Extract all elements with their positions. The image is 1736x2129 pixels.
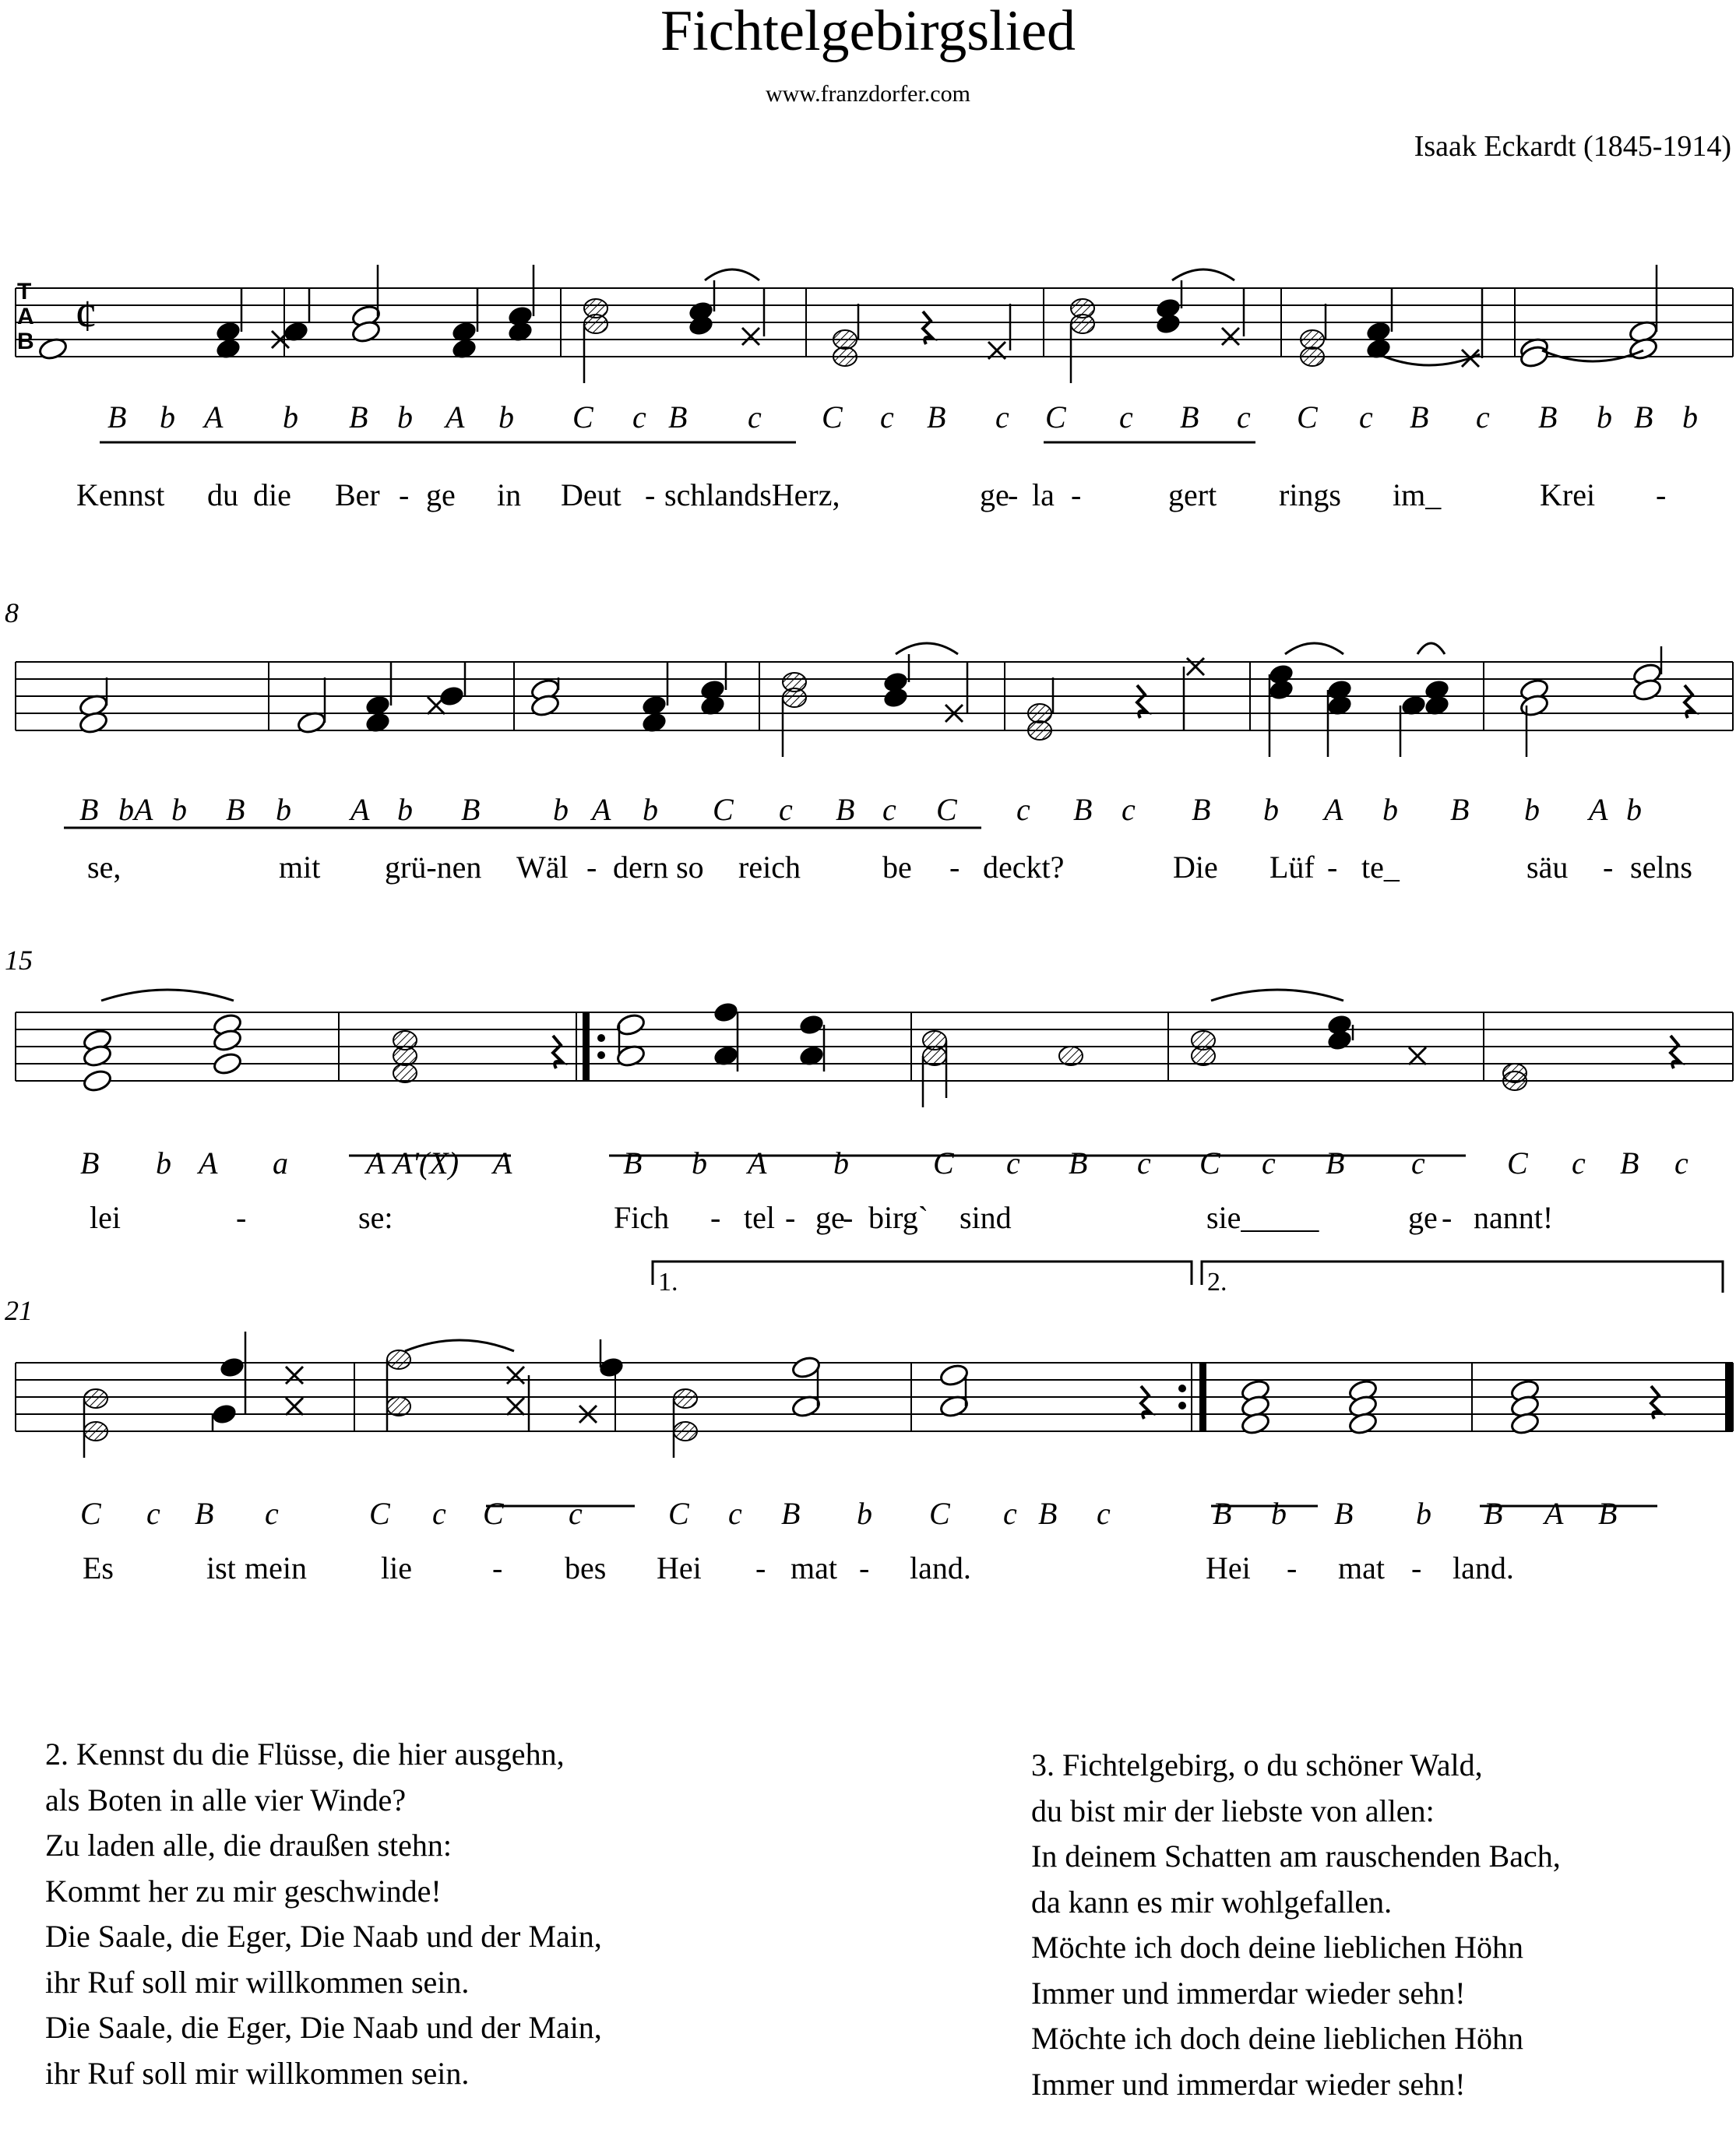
button-hint-letter: c — [1122, 792, 1136, 827]
first-ending-label: 1. — [658, 1268, 678, 1297]
repeat-start-barline — [583, 1012, 590, 1081]
button-hint-letter: b — [1524, 792, 1540, 827]
button-hint-letter: b — [833, 1145, 849, 1181]
slur — [405, 1340, 514, 1351]
button-hint-letter: A — [1544, 1496, 1564, 1531]
button-hint-letter: c — [1359, 399, 1373, 435]
button-hint-letter: c — [146, 1496, 160, 1531]
note-head — [1187, 658, 1204, 675]
lyric-syllable: - — [1287, 1550, 1298, 1585]
button-hint-letter: c — [728, 1496, 742, 1531]
note-head — [1301, 330, 1324, 349]
lyric-syllable: gert — [1168, 477, 1217, 512]
lyric-syllable: - — [1008, 477, 1019, 512]
button-hint-letter: C — [713, 792, 734, 827]
verse-line: 2. Kennst du die Flüsse, die hier ausgehn, — [45, 1737, 565, 1772]
button-hint-letter: B — [80, 1145, 100, 1181]
repeat-end-barline — [1199, 1363, 1206, 1431]
button-hint-letter: B — [1213, 1496, 1232, 1531]
button-hint-letter: b — [1597, 399, 1612, 435]
note-head — [393, 1047, 417, 1065]
button-hint-letter: c — [1119, 399, 1133, 435]
button-hint-letter: B — [461, 792, 481, 827]
note-head — [286, 1398, 303, 1415]
button-hint-letter: C — [1199, 1145, 1220, 1181]
tab-clef: B — [17, 329, 34, 354]
lyric-syllable: reich — [738, 850, 801, 885]
button-hint-letter: b — [1682, 399, 1698, 435]
second-ending-label: 2. — [1207, 1268, 1227, 1297]
button-hint-letter: B — [1598, 1496, 1618, 1531]
button-hint-letter: b — [1263, 792, 1279, 827]
note-head — [507, 1398, 524, 1415]
lyric-syllable: selns — [1630, 850, 1692, 885]
button-hint-letter: c — [1572, 1145, 1586, 1181]
button-hint-letter: B — [1634, 399, 1653, 435]
button-hint-letter: b — [156, 1145, 171, 1181]
button-hint-letter: c — [1137, 1145, 1151, 1181]
final-barline — [1725, 1363, 1734, 1431]
lyric-syllable: Fich — [614, 1200, 670, 1235]
lyric-syllable: im_ — [1393, 477, 1442, 512]
note-head — [1301, 347, 1324, 366]
lyric-syllable: - — [645, 477, 656, 512]
lyric-syllable: - — [1327, 850, 1338, 885]
button-hint-letter: c — [1097, 1496, 1111, 1531]
button-hint-letter: b — [692, 1145, 707, 1181]
note-head — [597, 1356, 625, 1380]
note-head — [1503, 1072, 1526, 1090]
button-hint-letter: B — [1326, 1145, 1345, 1181]
note-head — [742, 328, 759, 345]
button-hint-letter: b — [1416, 1496, 1431, 1531]
button-hint-letter: b — [643, 792, 658, 827]
note-head — [1326, 1029, 1354, 1053]
tab-clef: A — [17, 304, 34, 329]
button-hint-letter: C — [933, 1145, 954, 1181]
note-head — [1028, 704, 1051, 723]
lyric-syllable: grü-nen — [385, 850, 482, 885]
repeat-dot — [1178, 1402, 1186, 1409]
lyric-syllable: mein — [245, 1550, 307, 1585]
button-hint-letter: B — [1069, 1145, 1088, 1181]
button-hint-letter: B — [1484, 1496, 1503, 1531]
note-head — [212, 1051, 242, 1076]
slur — [1417, 643, 1445, 654]
verse-line: Immer und immerdar wieder sehn! — [1031, 1975, 1466, 2011]
button-hint-letter: b — [857, 1496, 872, 1531]
note-head — [584, 315, 607, 333]
repeat-dot — [1178, 1385, 1186, 1392]
lyric-syllable: bes — [565, 1550, 607, 1585]
measure-number: 21 — [5, 1295, 33, 1326]
button-hint-letter: A — [199, 1145, 218, 1181]
verse-line: ihr Ruf soll mir willkommen sein. — [45, 1964, 470, 2000]
lyric-syllable: - — [859, 1550, 870, 1585]
button-hint-letter: B — [623, 1145, 643, 1181]
lyric-syllable: Lüf — [1269, 850, 1315, 885]
note-head — [712, 1001, 740, 1025]
lyric-syllable: la — [1032, 477, 1055, 512]
verse-line: du bist mir der liebste von allen: — [1031, 1793, 1435, 1828]
measure-number: 15 — [5, 945, 33, 976]
lyric-syllable: - — [1603, 850, 1614, 885]
lyric-syllable: mit — [279, 850, 321, 885]
button-hint-letter: B — [195, 1496, 214, 1531]
note-head — [1409, 1047, 1426, 1064]
lyric-syllable: - — [710, 1200, 721, 1235]
note-head — [387, 1350, 410, 1369]
note-head — [1071, 315, 1094, 333]
button-hint-letter: B — [349, 399, 368, 435]
lyric-syllable: - — [1071, 477, 1082, 512]
lyric-syllable: Deut — [561, 477, 622, 512]
button-hint-letter: c — [1003, 1496, 1017, 1531]
button-hint-letter: c — [432, 1496, 446, 1531]
slur — [101, 990, 234, 1001]
note-head — [1028, 721, 1051, 740]
lyric-syllable: mat — [791, 1550, 837, 1585]
verse-line: 3. Fichtelgebirg, o du schöner Wald, — [1031, 1747, 1483, 1782]
button-hint-letter: C — [936, 792, 957, 827]
lyric-syllable: schlandsHerz, — [664, 477, 840, 512]
button-hint-letter: b — [283, 399, 298, 435]
note-head — [210, 1402, 238, 1427]
button-hint-letter: c — [569, 1496, 583, 1531]
lyric-syllable: ge — [1408, 1200, 1438, 1235]
lyric-syllable: te_ — [1361, 850, 1400, 885]
composer-credit: Isaak Eckardt (1845-1914) — [1414, 130, 1731, 163]
lyric-syllable: - — [399, 477, 410, 512]
lyric-syllable: Es — [83, 1550, 114, 1585]
note-head — [674, 1389, 697, 1408]
lyric-syllable: - — [785, 1200, 796, 1235]
lyric-syllable: Die — [1173, 850, 1218, 885]
verse-line: Möchte ich doch deine lieblichen Höhn — [1031, 2021, 1524, 2056]
lyric-syllable: - — [1442, 1200, 1453, 1235]
first-ending-bracket — [653, 1262, 1192, 1285]
button-hint-letter: c — [995, 399, 1009, 435]
button-hint-letter: B — [226, 792, 245, 827]
lyric-syllable: in — [497, 477, 522, 512]
button-hint-letter: B — [927, 399, 946, 435]
note-head — [428, 697, 445, 714]
note-head — [1222, 328, 1239, 345]
button-hint-letter: b — [276, 792, 291, 827]
button-hint-letter: b — [1271, 1496, 1287, 1531]
button-hint-letter: A — [493, 1145, 512, 1181]
lyric-syllable: ge — [815, 1200, 845, 1235]
button-hint-letter: b — [553, 792, 569, 827]
button-hint-letter: c — [882, 792, 896, 827]
button-hint-letter: C — [483, 1496, 504, 1531]
button-hint-letter: B — [836, 792, 855, 827]
button-hint-letter: A — [1324, 792, 1343, 827]
lyric-syllable: dern so — [613, 850, 704, 885]
lyric-syllable: Ber — [335, 477, 380, 512]
lyric-syllable: deckt? — [983, 850, 1065, 885]
button-hint-letter: c — [1411, 1145, 1425, 1181]
lyric-syllable: land. — [1453, 1550, 1514, 1585]
button-hint-letter: c — [1476, 399, 1490, 435]
lyric-syllable: rings — [1279, 477, 1341, 512]
button-hint-letter: B — [1334, 1496, 1354, 1531]
note-head — [798, 1013, 826, 1037]
button-hint-letter: B — [79, 792, 99, 827]
button-hint-letter: A — [748, 1145, 767, 1181]
verse-line: In deinem Schatten am rauschenden Bach, — [1031, 1839, 1561, 1874]
note-head — [1059, 1047, 1083, 1065]
cut-time-signature: ¢ — [75, 290, 97, 341]
lyric-syllable: - — [492, 1550, 503, 1585]
page-title: Fichtelgebirgslied — [660, 0, 1076, 63]
button-hint-letter: A — [1589, 792, 1608, 827]
note-head — [783, 688, 806, 707]
lyric-syllable: lei — [90, 1200, 121, 1235]
note-head — [82, 1068, 112, 1093]
verse-2 — [45, 1732, 602, 2096]
button-hint-letter: A — [592, 792, 611, 827]
verse-line: Die Saale, die Eger, Die Naab und der Main, — [45, 1919, 602, 1954]
button-hint-letter: C — [1045, 399, 1066, 435]
lyric-syllable: Hei — [657, 1550, 702, 1585]
lyric-syllable: Hei — [1206, 1550, 1251, 1585]
button-hint-letter: A — [445, 399, 465, 435]
button-hint-letter: bA — [118, 792, 153, 827]
button-hint-letter: B — [1538, 399, 1558, 435]
verse-line: da kann es mir wohlgefallen. — [1031, 1884, 1393, 1920]
button-hint-letter: c — [880, 399, 894, 435]
lyric-syllable: du — [207, 477, 238, 512]
note-head — [393, 1064, 417, 1082]
tab-clef: T — [17, 279, 32, 304]
lyric-syllable: - — [843, 1200, 854, 1235]
button-hint-letter: B — [781, 1496, 801, 1531]
lyric-syllable: tel — [744, 1200, 775, 1235]
button-hint-letter: b — [160, 399, 175, 435]
lyric-syllable: säu — [1526, 850, 1569, 885]
button-hint-letter: c — [1674, 1145, 1688, 1181]
button-hint-letter: c — [1016, 792, 1030, 827]
button-hint-letter: C — [80, 1496, 101, 1531]
lyric-syllable: se: — [358, 1200, 393, 1235]
verse-line: Möchte ich doch deine lieblichen Höhn — [1031, 1930, 1524, 1965]
verse-line: Die Saale, die Eger, Die Naab und der Main, — [45, 2010, 602, 2045]
verse-line: als Boten in alle vier Winde? — [45, 1782, 407, 1818]
slur — [705, 269, 759, 280]
verse-line: Immer und immerdar wieder sehn! — [1031, 2066, 1466, 2102]
button-hint-letter: b — [397, 792, 413, 827]
website-url: www.franzdorfer.com — [766, 81, 970, 107]
button-hint-letter: B — [668, 399, 688, 435]
lyric-syllable: - — [949, 850, 960, 885]
button-hint-letter: C — [369, 1496, 390, 1531]
note-head — [84, 1389, 107, 1408]
verse-3 — [1031, 1743, 1561, 2107]
lyric-syllable: Kennst — [76, 477, 165, 512]
lyric-syllable: - — [1411, 1550, 1422, 1585]
button-hint-letter: C — [572, 399, 593, 435]
button-hint-letter: a — [273, 1145, 288, 1181]
note-head — [882, 686, 910, 710]
lyric-syllable: - — [236, 1200, 247, 1235]
button-hint-letter: B — [1180, 399, 1199, 435]
button-hint-letter: B — [1073, 792, 1093, 827]
lyric-syllable: Krei — [1540, 477, 1596, 512]
button-hint-letter: A — [204, 399, 224, 435]
button-hint-letter: c — [1262, 1145, 1276, 1181]
lyric-syllable: land. — [910, 1550, 971, 1585]
lyric-syllable: Wäl — [516, 850, 569, 885]
button-hint-letter: b — [1626, 792, 1642, 827]
verse-line: Kommt her zu mir geschwinde! — [45, 1873, 442, 1909]
lyric-syllable: - — [586, 850, 597, 885]
note-head — [286, 1367, 303, 1384]
slur — [1211, 990, 1343, 1001]
button-hint-letter: c — [1237, 399, 1251, 435]
note-head — [387, 1397, 410, 1416]
note-head — [218, 1356, 246, 1380]
button-hint-letter: b — [171, 792, 187, 827]
button-hint-letter: c — [748, 399, 762, 435]
lyric-syllable: lie — [381, 1550, 412, 1585]
second-ending-bracket — [1202, 1262, 1723, 1293]
lyric-syllable: se, — [87, 850, 121, 885]
lyric-syllable: ge — [426, 477, 456, 512]
note-head — [438, 684, 466, 709]
lyric-syllable: mat — [1338, 1550, 1385, 1585]
note-head — [1192, 1047, 1215, 1065]
measure-number: 8 — [5, 597, 19, 628]
button-hint-letter: c — [1006, 1145, 1020, 1181]
button-hint-letter: c — [779, 792, 793, 827]
button-hint-letter: b — [498, 399, 514, 435]
button-hint-letter: c — [265, 1496, 279, 1531]
button-hint-letter: b — [1382, 792, 1398, 827]
note-head — [674, 1422, 697, 1441]
repeat-dot — [597, 1051, 605, 1059]
button-hint-letter: B — [1450, 792, 1470, 827]
button-hint-letter: B — [1038, 1496, 1058, 1531]
button-hint-letter: B — [1192, 792, 1211, 827]
note-head — [833, 330, 857, 349]
button-hint-letter: c — [632, 399, 646, 435]
button-hint-letter: C — [1507, 1145, 1528, 1181]
button-hint-letter: A'(X) — [393, 1145, 460, 1181]
lyric-syllable: birg` — [868, 1200, 929, 1235]
button-hint-letter: C — [822, 399, 843, 435]
note-head — [1267, 678, 1295, 702]
lyric-syllable: - — [1656, 477, 1667, 512]
slur — [1285, 643, 1343, 654]
note-head — [507, 1367, 524, 1384]
lyric-syllable: die — [253, 477, 291, 512]
repeat-dot — [597, 1034, 605, 1042]
button-hint-letter: C — [668, 1496, 689, 1531]
button-hint-letter: B — [1410, 399, 1429, 435]
slur — [1172, 269, 1234, 280]
lyric-syllable: sie_____ — [1206, 1200, 1319, 1235]
button-hint-letter: B — [1620, 1145, 1639, 1181]
lyric-syllable: sind — [960, 1200, 1012, 1235]
verse-line: Zu laden alle, die draußen stehn: — [45, 1828, 452, 1863]
verse-line: ihr Ruf soll mir willkommen sein. — [45, 2055, 470, 2091]
lyric-syllable: ist — [206, 1550, 236, 1585]
note-head — [923, 1047, 946, 1065]
lyric-syllable: ge — [980, 477, 1009, 512]
button-hint-letter: A — [350, 792, 370, 827]
slur — [896, 643, 958, 654]
note-head — [833, 347, 857, 366]
lyric-syllable: nannt! — [1474, 1200, 1554, 1235]
button-hint-letter: C — [929, 1496, 950, 1531]
lyric-syllable: be — [882, 850, 912, 885]
lyric-syllable: - — [755, 1550, 766, 1585]
note-head — [84, 1422, 107, 1441]
button-hint-letter: C — [1297, 399, 1318, 435]
button-hint-letter: B — [107, 399, 127, 435]
note-head — [1154, 312, 1182, 336]
button-hint-letter: A — [366, 1145, 386, 1181]
button-hint-letter: b — [397, 399, 413, 435]
